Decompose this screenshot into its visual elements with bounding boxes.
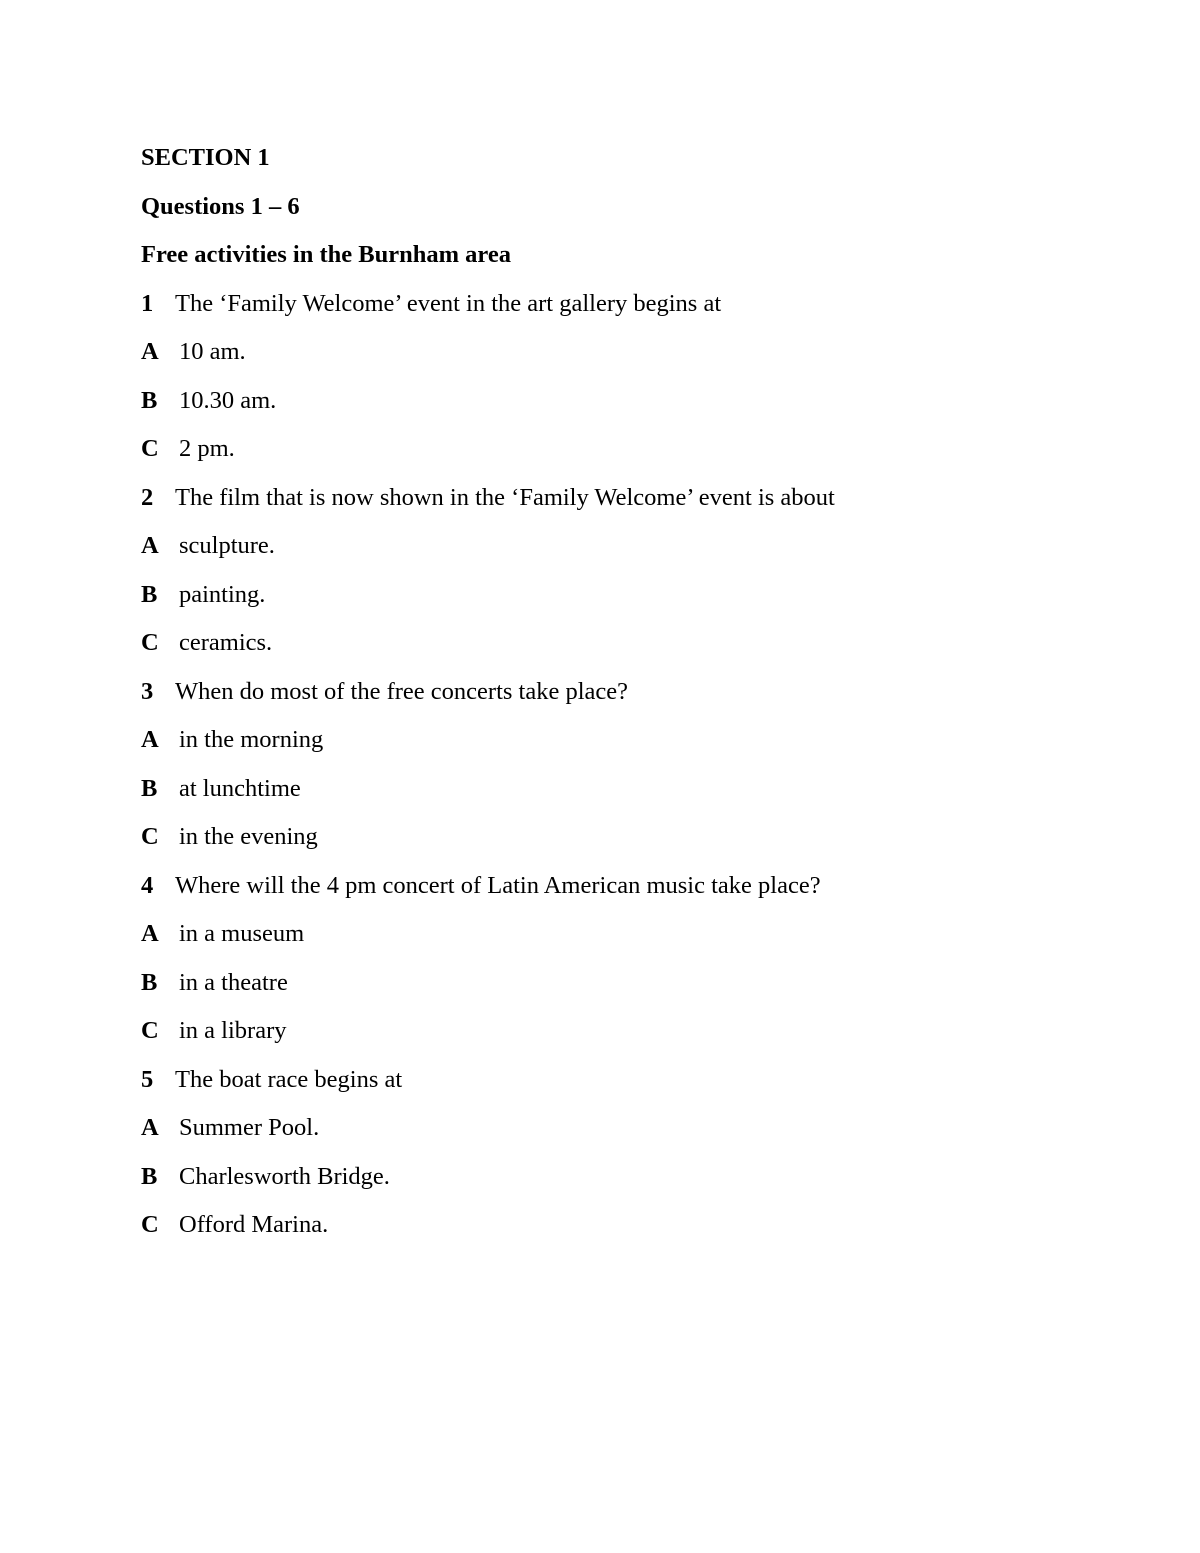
question-3 [141,673,1141,722]
question-number: 4 [141,871,154,899]
option-4a [141,915,1141,964]
option-letter: B [141,968,158,996]
question-text: Where will the 4 pm concert of Latin American music take place? [175,871,821,899]
option-5c [141,1206,1141,1255]
option-2c [141,624,1141,673]
option-text: at lunchtime [179,774,301,802]
option-3b [141,770,1141,819]
document-page [141,139,1141,1255]
option-text: painting. [179,580,266,608]
question-text: The ‘Family Welcome’ event in the art gallery begins at [175,289,722,317]
option-4c [141,1012,1141,1061]
option-text: in a library [179,1017,287,1044]
option-1b [141,382,1141,431]
option-letter: C [141,823,159,850]
option-letter: A [141,726,159,753]
option-letter: A [141,1114,159,1141]
option-text: ceramics. [179,629,273,656]
option-2b [141,576,1141,625]
option-text: 10.30 am. [179,386,277,414]
question-2 [141,479,1141,528]
option-text: in a theatre [179,968,288,996]
option-text: Summer Pool. [179,1114,320,1141]
question-text: When do most of the free concerts take place? [175,677,629,705]
question-number: 3 [141,677,154,705]
option-1a [141,333,1141,382]
option-letter: B [141,386,158,414]
option-letter: A [141,338,159,365]
option-text: Offord Marina. [179,1211,329,1238]
option-letter: A [141,920,159,947]
question-number: 2 [141,483,154,511]
questions-range: Questions 1 – 6 [141,192,300,220]
option-text: Charlesworth Bridge. [179,1162,390,1190]
option-letter: C [141,435,159,462]
option-text: in the morning [179,726,324,753]
option-letter: C [141,629,159,656]
option-3a [141,721,1141,770]
option-text: 10 am. [179,338,246,365]
document-heading: Free activities in the Burnham area [141,241,511,268]
option-letter: B [141,774,158,802]
option-letter: C [141,1017,159,1044]
option-3c [141,818,1141,867]
option-letter: B [141,580,158,608]
option-text: 2 pm. [179,435,235,462]
question-number: 1 [141,289,154,317]
option-letter: B [141,1162,158,1190]
section-title: SECTION 1 [141,144,270,171]
option-text: sculpture. [179,532,275,559]
option-5b [141,1158,1141,1207]
option-letter: C [141,1211,159,1238]
option-4b [141,964,1141,1013]
question-text: The boat race begins at [175,1065,403,1093]
option-2a [141,527,1141,576]
question-number: 5 [141,1065,154,1093]
option-letter: A [141,532,159,559]
question-1 [141,285,1141,334]
question-text: The film that is now shown in the ‘Family Welcome’ event is about [175,483,835,511]
question-4 [141,867,1141,916]
question-5 [141,1061,1141,1110]
option-text: in a museum [179,920,305,947]
option-text: in the evening [179,823,318,850]
option-1c [141,430,1141,479]
option-5a [141,1109,1141,1158]
